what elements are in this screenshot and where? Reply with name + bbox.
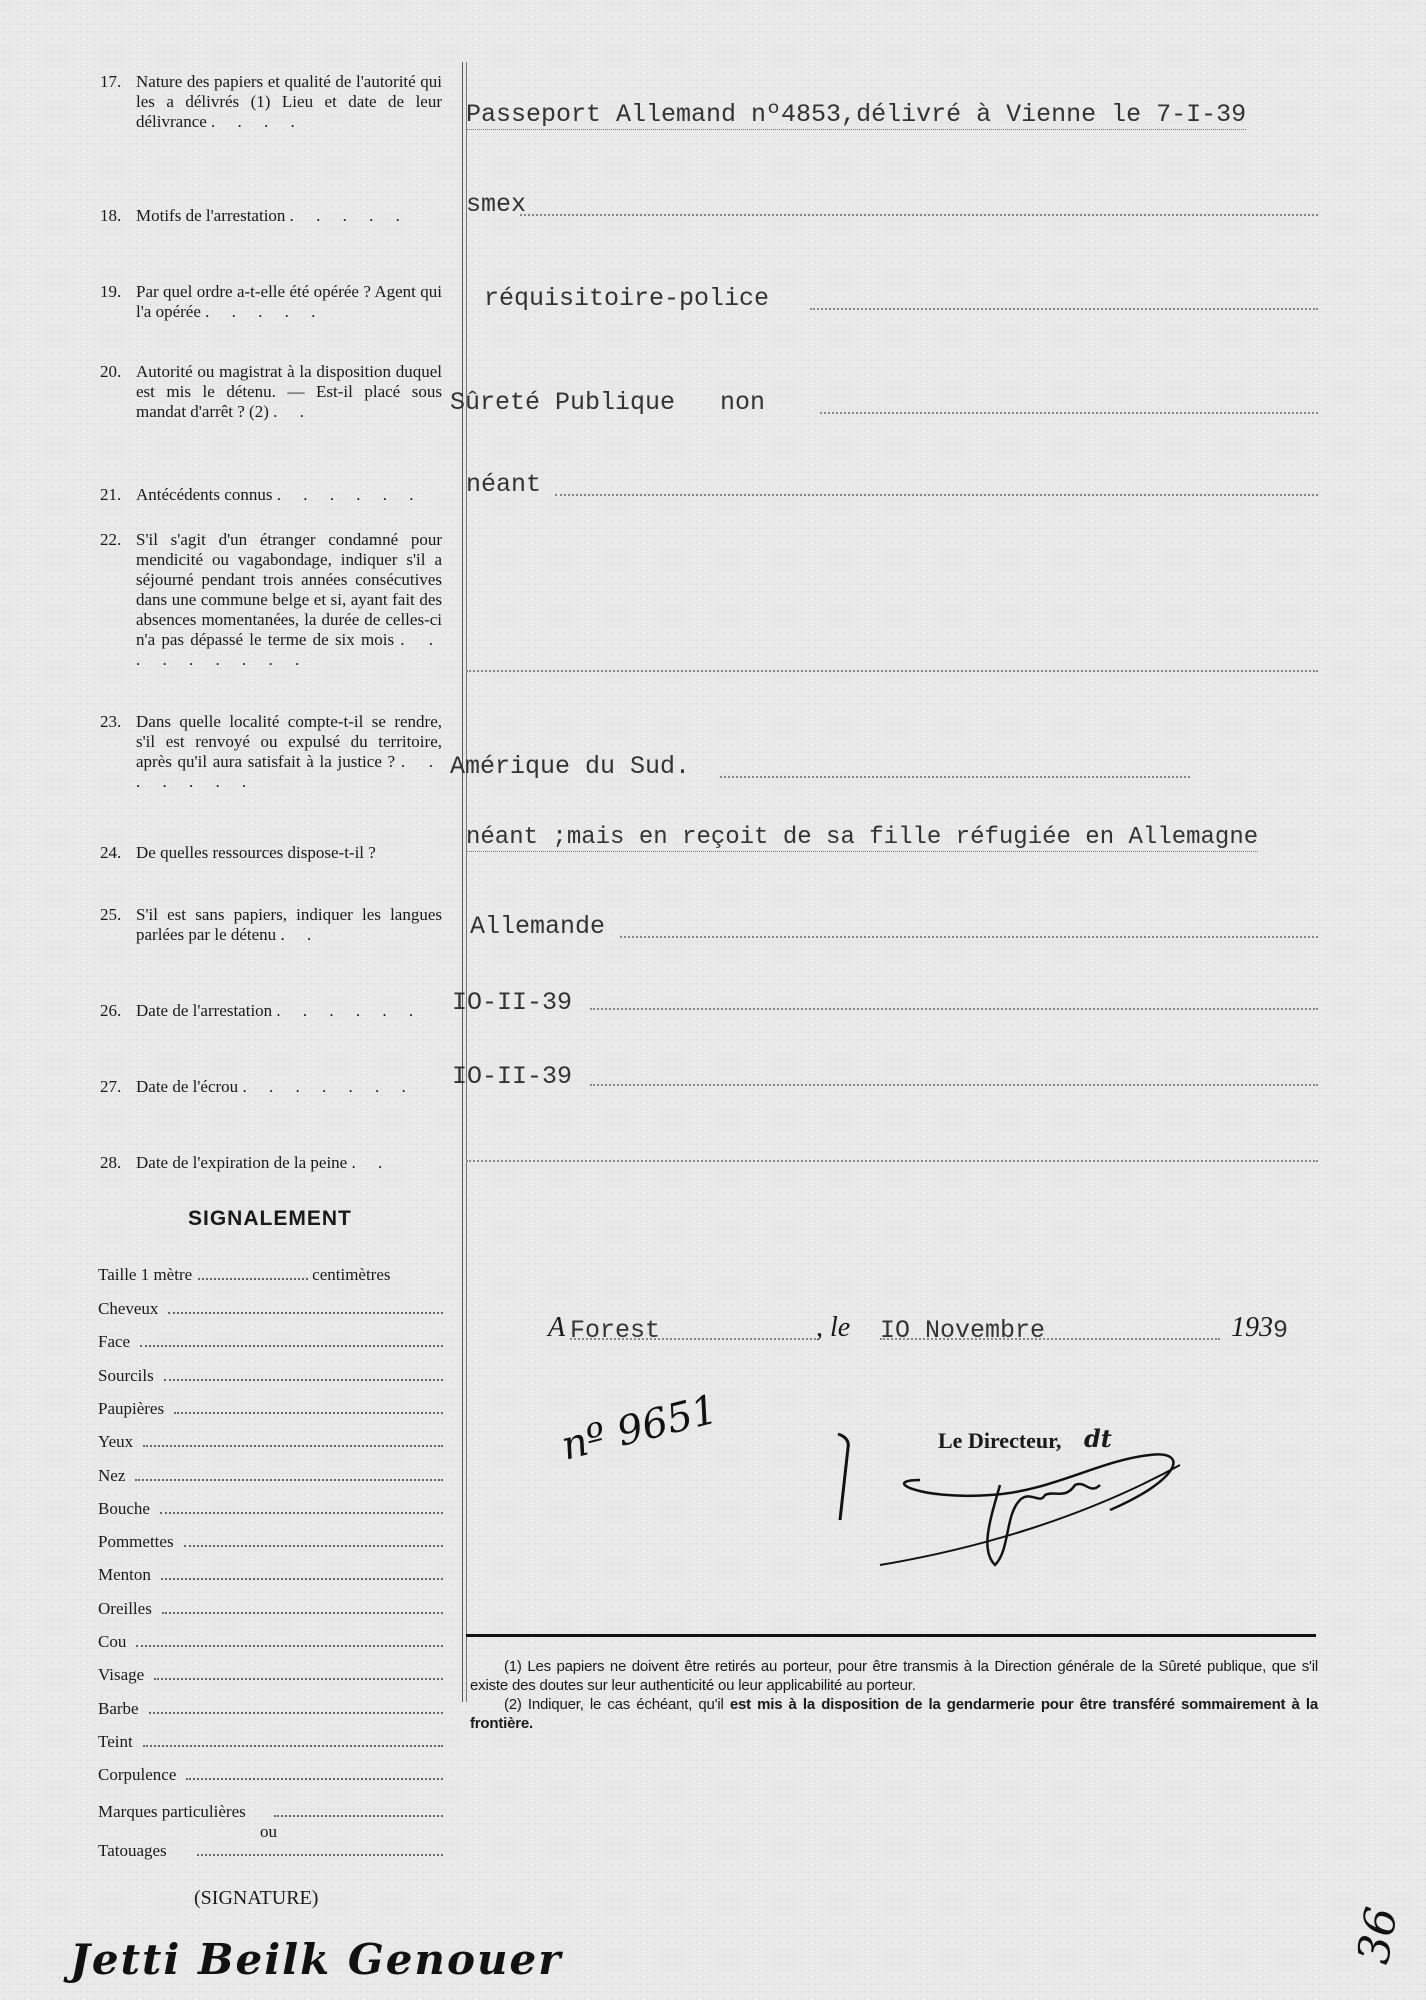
question-text: Date de l'expiration de la peine — [136, 1153, 348, 1172]
signalement-field-label: Paupières — [98, 1399, 165, 1418]
question-18: 18. Motifs de l'arrestation . . . . . — [100, 206, 409, 225]
answer-25-line — [620, 936, 1318, 938]
answer-25[interactable]: Allemande — [470, 912, 606, 941]
question-19: 19. Par quel ordre a-t-elle été opérée ? Agent qui l'a opérée . . . . . — [100, 282, 442, 321]
answer-23[interactable]: Amérique du Sud. — [450, 752, 691, 781]
signalement-field[interactable] — [98, 1399, 443, 1419]
signalement-field-label: Yeux — [98, 1432, 134, 1451]
signalement-heading: SIGNALEMENT — [188, 1207, 352, 1230]
question-26: 26. Date de l'arrestation . . . . . . — [100, 1001, 423, 1020]
footnote-separator — [466, 1634, 1316, 1637]
answer-17[interactable]: Passeport Allemand nº4853,délivré à Vienne le 7-I-39 — [466, 100, 1247, 129]
director-annotation: dt — [1084, 1424, 1112, 1453]
signalement-field-dots — [149, 1700, 443, 1714]
signalement-field-dots — [162, 1600, 443, 1614]
signalement-field-label: Cou — [98, 1632, 127, 1651]
signalement-field-label: Cheveux — [98, 1299, 159, 1318]
answer-18[interactable]: smex — [466, 190, 527, 219]
question-text: Autorité ou magistrat à la disposition duquel est mis le détenu. — Est-il placé sous mandat d'arrêt ? (2) — [136, 362, 442, 421]
answer-19-line — [810, 308, 1318, 310]
signalement-field[interactable] — [98, 1699, 443, 1719]
answer-26[interactable]: IO-II-39 — [452, 988, 573, 1017]
signalement-field-dots — [168, 1300, 443, 1314]
year-printed: 193 — [1231, 1312, 1273, 1343]
handwritten-number: nº 9651 — [556, 1386, 723, 1470]
footnotes — [470, 1657, 1318, 1733]
question-23: 23. Dans quelle localité compte-t-il se rendre, s'il est renvoyé ou expulsé du territoire, après qu'il aura satisfait à la justice ? . . . . . . . — [100, 712, 443, 791]
signalement-field-label: Visage — [98, 1665, 145, 1684]
signalement-field[interactable] — [98, 1632, 443, 1652]
signalement-field-dots — [140, 1333, 443, 1347]
signalement-field-dots — [184, 1533, 443, 1547]
signalement-field-label: Teint — [98, 1732, 133, 1751]
footnote-1: (1) Les papiers ne doivent être retirés au porteur, pour être transmis à la Direction générale de la Sûreté publique, que s'il existe des doutes sur leur authenticité ou leur applicabilité au porteur. — [470, 1658, 1318, 1694]
signalement-field-dots — [174, 1400, 443, 1414]
signalement-field-label: Corpulence — [98, 1765, 177, 1784]
answer-20[interactable]: Sûreté Publique non — [450, 388, 766, 417]
detainee-signature: Jetti Beilk Genouer — [70, 1935, 563, 1984]
answer-22-line[interactable] — [466, 670, 1318, 672]
question-17: 17. Nature des papiers et qualité de l'autorité qui les a délivrés (1) Lieu et date de leur délivrance . . . . — [100, 72, 442, 131]
question-text: S'il est sans papiers, indiquer les langues parlées par le détenu — [136, 905, 442, 944]
signalement-field-label: Oreilles — [98, 1599, 152, 1618]
answer-27[interactable]: IO-II-39 — [452, 1062, 573, 1091]
column-divider — [462, 62, 467, 1702]
question-text: Date de l'écrou — [136, 1077, 239, 1096]
question-25: 25. S'il est sans papiers, indiquer les langues parlées par le détenu . . — [100, 905, 442, 944]
question-text: Antécédents connus — [136, 485, 273, 504]
signalement-tatouages[interactable]: Tatouages — [98, 1841, 443, 1861]
year-typed: 9 — [1273, 1316, 1289, 1345]
question-text: Date de l'arrestation — [136, 1001, 273, 1020]
signalement-field-dots — [160, 1500, 443, 1514]
question-text: S'il s'agit d'un étranger condamné pour mendicité ou vagabondage, indiquer s'il a séjourné pendant trois années consécutives dans une commune belge et si, ayant fait des absences momentanées, la durée de celles-ci n'a pas dépassé le terme de six mois — [136, 530, 442, 649]
question-text: De quelles ressources dispose-t-il ? — [136, 843, 376, 862]
signalement-field[interactable] — [98, 1565, 443, 1585]
answer-24[interactable]: néant ;mais en reçoit de sa fille réfugiée en Allemagne — [466, 824, 1259, 851]
answer-18-line — [520, 214, 1318, 216]
place-value[interactable]: Forest — [570, 1316, 661, 1345]
signalement-field[interactable] — [98, 1765, 443, 1785]
question-number: 17. — [100, 72, 122, 91]
director-label: Le Directeur, — [938, 1428, 1062, 1453]
question-22: 22. S'il s'agit d'un étranger condamné pour mendicité ou vagabondage, indiquer s'il a séjourné pendant trois années consécutives dans une commune belge et si, ayant fait des absences momentanées, la durée de celles-ci n'a pas dépassé le terme de six mois . . . . . . . . . — [100, 530, 442, 669]
answer-27-line — [590, 1084, 1318, 1086]
signalement-field[interactable] — [98, 1499, 443, 1519]
answer-19[interactable]: réquisitoire-police — [484, 284, 770, 313]
answer-26-line — [590, 1008, 1318, 1010]
answer-20-line — [820, 412, 1318, 414]
signalement-field[interactable] — [98, 1732, 443, 1752]
signalement-field-dots — [164, 1367, 443, 1381]
signalement-field[interactable] — [98, 1432, 443, 1452]
signalement-field-label: Face — [98, 1332, 131, 1351]
signalement-field-label: Nez — [98, 1466, 126, 1485]
question-27: 27. Date de l'écrou . . . . . . . — [100, 1077, 415, 1096]
answer-28-line[interactable] — [466, 1160, 1318, 1162]
question-20: 20. Autorité ou magistrat à la disposition duquel est mis le détenu. — Est-il placé sous mandat d'arrêt ? (2) . . — [100, 362, 442, 421]
question-24: 24. De quelles ressources dispose-t-il ? — [100, 843, 376, 862]
signalement-marques[interactable]: Marques particulières — [98, 1802, 443, 1822]
signature-label: (SIGNATURE) — [194, 1887, 319, 1909]
signalement-field-dots — [161, 1566, 443, 1580]
signalement-field-dots — [136, 1633, 443, 1647]
signalement-field[interactable] — [98, 1366, 443, 1386]
answer-21[interactable]: néant — [466, 470, 542, 499]
signalement-field-label: Menton — [98, 1565, 151, 1584]
question-21: 21. Antécédents connus . . . . . . — [100, 485, 423, 504]
signalement-field[interactable] — [98, 1665, 443, 1685]
question-text: Dans quelle localité compte-t-il se rendre, s'il est renvoyé ou expulsé du territoire, après qu'il aura satisfait à la justice ? — [136, 712, 442, 771]
question-text: Par quel ordre a-t-elle été opérée ? Agent qui l'a opérée — [136, 282, 442, 321]
signalement-field[interactable] — [98, 1599, 443, 1619]
signalement-field[interactable] — [98, 1532, 443, 1552]
signalement-field[interactable] — [98, 1299, 443, 1319]
signalement-field[interactable] — [98, 1466, 443, 1486]
signalement-field-label: Barbe — [98, 1699, 139, 1718]
date-value[interactable]: IO Novembre — [880, 1316, 1046, 1345]
signalement-taille[interactable]: Taille 1 mètre centimètres — [98, 1265, 391, 1284]
answer-23-line — [720, 776, 1190, 778]
signalement-field-dots — [186, 1766, 443, 1780]
answer-21-line — [555, 494, 1318, 496]
signalement-field[interactable] — [98, 1332, 443, 1352]
signalement-field-label: Bouche — [98, 1499, 150, 1518]
page-number: 36 — [1348, 1903, 1408, 1968]
signalement-field-label: Sourcils — [98, 1366, 154, 1385]
director-signature — [850, 1440, 1210, 1590]
signalement-field-dots — [135, 1467, 443, 1481]
signalement-field-dots — [154, 1666, 443, 1680]
signalement-field-dots — [143, 1433, 443, 1447]
place-date-line: A Forest , le IO Novembre 193 9 — [548, 1312, 1289, 1345]
question-28: 28. Date de l'expiration de la peine . . — [100, 1153, 392, 1172]
question-text: Motifs de l'arrestation — [136, 206, 286, 225]
signalement-ou: ou — [260, 1822, 277, 1841]
question-text: Nature des papiers et qualité de l'autorité qui les a délivrés (1) Lieu et date de leur délivrance — [136, 72, 442, 131]
footnote-2: (2) Indiquer, le cas échéant, qu'il est mis à la disposition de la gendarmerie pour être transféré sommairement à la frontière. — [470, 1696, 1318, 1732]
signalement-field-label: Pommettes — [98, 1532, 174, 1551]
signalement-field-dots — [143, 1733, 443, 1747]
